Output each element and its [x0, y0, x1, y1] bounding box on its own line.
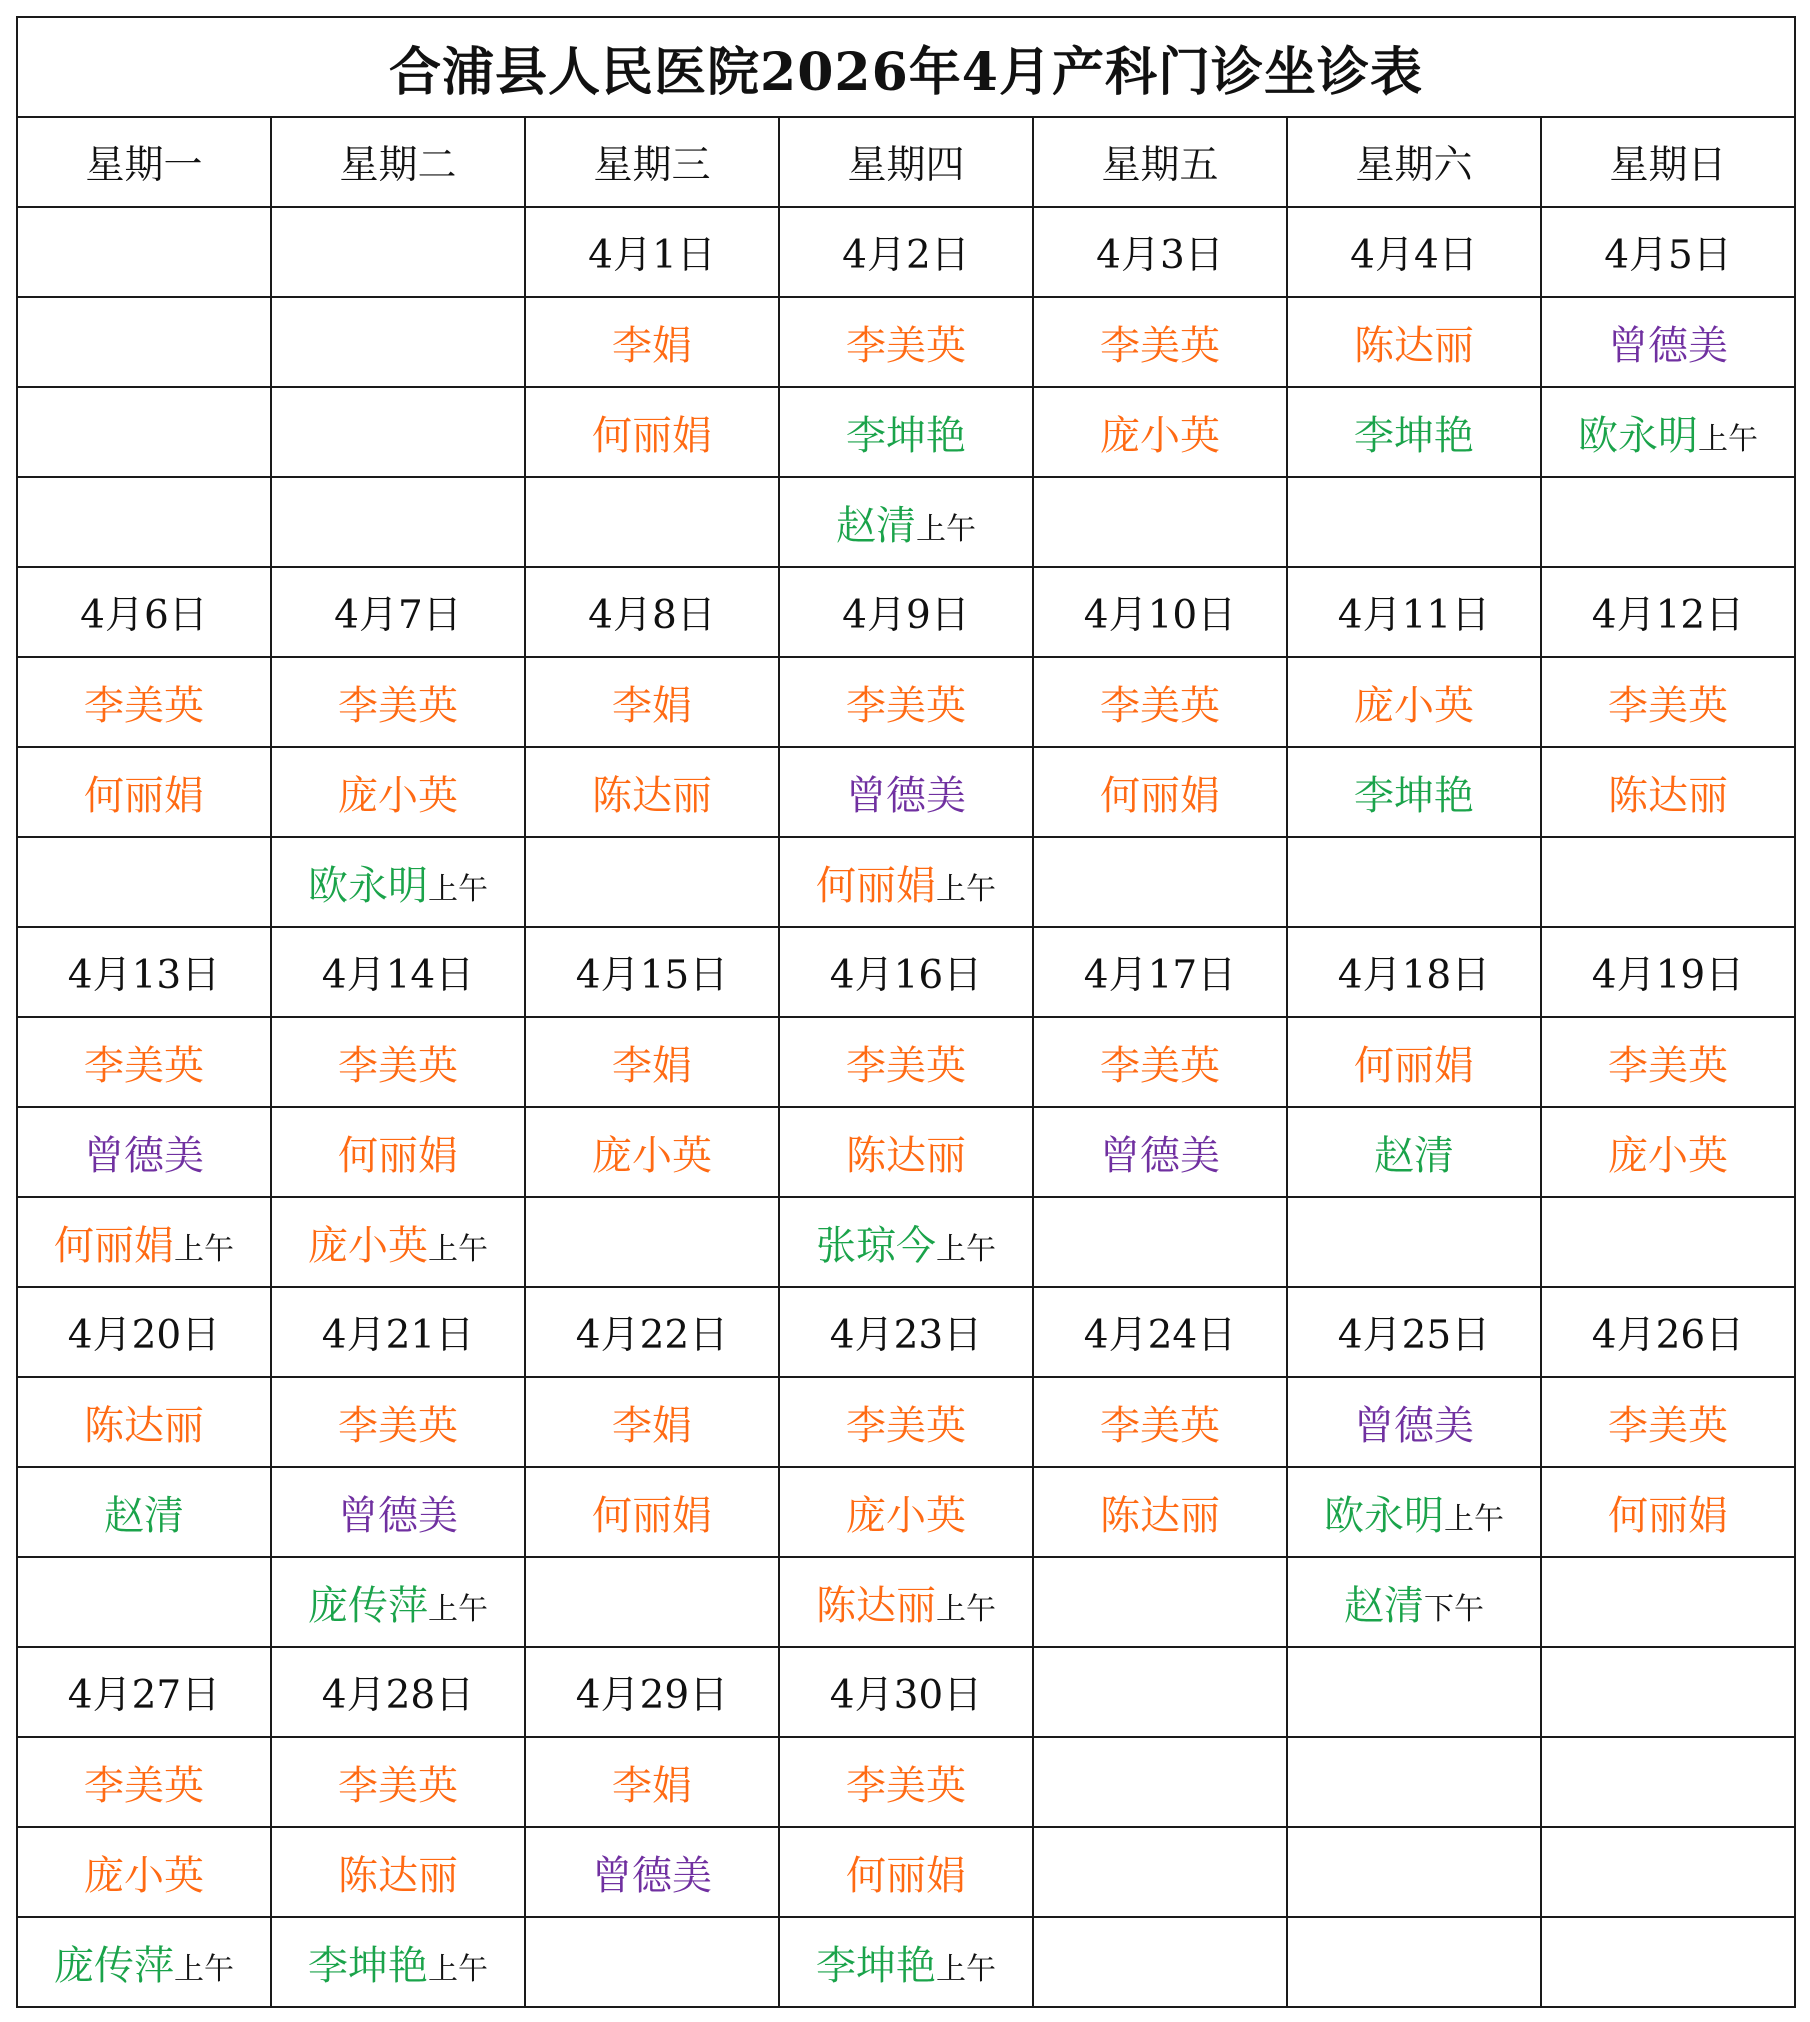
doctor-cell: [525, 1377, 779, 1467]
doctor-name: 李娟: [612, 1762, 692, 1809]
doctor-cell: [1287, 1737, 1541, 1827]
date-cell: 4月22日: [525, 1287, 779, 1377]
doctor-cell: [779, 1107, 1033, 1197]
doctor-cell: [17, 297, 271, 387]
doctor-cell: [779, 747, 1033, 837]
doctor-cell: [779, 1377, 1033, 1467]
doctor-name: 曾德美: [1354, 1402, 1474, 1449]
doctor-cell: [1541, 1467, 1795, 1557]
session-label: 上午: [174, 1231, 234, 1267]
doctor-cell: [1033, 1017, 1287, 1107]
doctor-cell: [1033, 387, 1287, 477]
doctor-cell: [1541, 297, 1795, 387]
doctor-cell: [525, 1197, 779, 1287]
doctor-name: 李美英: [846, 1762, 966, 1809]
date-cell: 4月1日: [525, 207, 779, 297]
date-cell: 4月8日: [525, 567, 779, 657]
doctor-cell: [17, 477, 271, 567]
session-label: 上午: [1698, 421, 1759, 457]
doctor-cell: [779, 477, 1033, 567]
doctor-cell: [779, 297, 1033, 387]
doctor-name: 何丽娟: [1100, 772, 1220, 819]
doctor-cell: [1287, 1377, 1541, 1467]
doctor-slot-row: [17, 657, 1795, 747]
doctor-cell: [1033, 1737, 1287, 1827]
weekday-sunday: 星期日: [1541, 117, 1795, 207]
date-cell: [17, 207, 271, 297]
doctor-cell: [525, 477, 779, 567]
doctor-cell: [271, 1197, 525, 1287]
date-cell: 4月14日: [271, 927, 525, 1017]
doctor-name: 曾德美: [84, 1132, 204, 1179]
date-cell: 4月19日: [1541, 927, 1795, 1017]
doctor-slot-row: [17, 1017, 1795, 1107]
doctor-name: 曾德美: [1608, 322, 1729, 369]
doctor-name: 李美英: [84, 682, 204, 729]
weekday-monday: 星期一: [17, 117, 271, 207]
doctor-cell: [17, 1557, 271, 1647]
doctor-name: 赵清: [1374, 1132, 1454, 1179]
doctor-slot-row: [17, 1467, 1795, 1557]
doctor-cell: [779, 1827, 1033, 1917]
date-row: [17, 207, 1795, 297]
date-cell: 4月20日: [17, 1287, 271, 1377]
doctor-name: 何丽娟: [592, 1492, 712, 1539]
doctor-name: 李美英: [84, 1762, 204, 1809]
doctor-cell: [271, 1467, 525, 1557]
doctor-slot-row: [17, 1197, 1795, 1287]
session-label: 上午: [916, 511, 976, 547]
doctor-name: 庞小英: [592, 1132, 712, 1179]
weekday-tuesday: 星期二: [271, 117, 525, 207]
doctor-name: 何丽娟: [338, 1132, 458, 1179]
date-cell: [1287, 1647, 1541, 1737]
doctor-cell: [17, 1017, 271, 1107]
date-cell: 4月18日: [1287, 927, 1541, 1017]
doctor-cell: [271, 657, 525, 747]
doctor-slot-row: [17, 477, 1795, 567]
doctor-cell: [525, 1917, 779, 2007]
session-label: 下午: [1424, 1591, 1484, 1627]
schedule-table: [16, 16, 1796, 2008]
doctor-name: 李美英: [1608, 682, 1729, 729]
doctor-cell: [525, 837, 779, 927]
doctor-cell: [779, 1557, 1033, 1647]
date-cell: 4月12日: [1541, 567, 1795, 657]
doctor-name: 何丽娟: [816, 862, 936, 909]
session-label: 上午: [936, 1951, 996, 1987]
doctor-cell: [525, 657, 779, 747]
doctor-slot-row: [17, 1917, 1795, 2007]
doctor-cell: [1287, 1017, 1541, 1107]
date-row: [17, 1647, 1795, 1737]
doctor-cell: [1033, 1827, 1287, 1917]
doctor-name: 陈达丽: [1608, 772, 1729, 819]
doctor-slot-row: [17, 747, 1795, 837]
date-row: [17, 567, 1795, 657]
doctor-cell: [525, 297, 779, 387]
doctor-name: 欧永明: [308, 862, 428, 909]
doctor-cell: [17, 657, 271, 747]
doctor-name: 赵清: [836, 502, 916, 549]
doctor-cell: [779, 657, 1033, 747]
doctor-cell: [1541, 1557, 1795, 1647]
doctor-cell: [1287, 1107, 1541, 1197]
session-label: 上午: [428, 1951, 488, 1987]
schedule-body: [17, 17, 1795, 2007]
doctor-name: 何丽娟: [1354, 1042, 1474, 1089]
doctor-cell: [1033, 747, 1287, 837]
date-cell: [1541, 1647, 1795, 1737]
doctor-name: 李娟: [612, 1402, 692, 1449]
doctor-name: 欧永明: [1578, 412, 1699, 459]
date-cell: 4月21日: [271, 1287, 525, 1377]
doctor-slot-row: [17, 387, 1795, 477]
doctor-cell: [1033, 657, 1287, 747]
doctor-cell: [1287, 1197, 1541, 1287]
weekday-saturday: 星期六: [1287, 117, 1541, 207]
doctor-cell: [1033, 1107, 1287, 1197]
doctor-cell: [271, 1107, 525, 1197]
doctor-cell: [17, 1197, 271, 1287]
doctor-cell: [17, 1107, 271, 1197]
doctor-name: 李美英: [846, 322, 966, 369]
session-label: 上午: [174, 1951, 234, 1987]
doctor-cell: [1033, 837, 1287, 927]
doctor-name: 陈达丽: [816, 1582, 936, 1629]
doctor-name: 庞小英: [338, 772, 458, 819]
doctor-name: 李美英: [84, 1042, 204, 1089]
doctor-name: 李美英: [1608, 1402, 1729, 1449]
doctor-name: 陈达丽: [84, 1402, 204, 1449]
doctor-name: 李美英: [1100, 322, 1220, 369]
doctor-cell: [17, 747, 271, 837]
doctor-cell: [1287, 1557, 1541, 1647]
weekday-wednesday: 星期三: [525, 117, 779, 207]
doctor-name: 庞小英: [308, 1222, 428, 1269]
doctor-slot-row: [17, 1377, 1795, 1467]
doctor-name: 李娟: [612, 1042, 692, 1089]
doctor-cell: [1287, 1917, 1541, 2007]
doctor-name: 李坤艳: [308, 1942, 428, 1989]
doctor-cell: [271, 1827, 525, 1917]
doctor-cell: [1033, 1197, 1287, 1287]
doctor-cell: [525, 387, 779, 477]
doctor-cell: [1541, 477, 1795, 567]
weekday-thursday: 星期四: [779, 117, 1033, 207]
doctor-cell: [1033, 477, 1287, 567]
doctor-name: 李坤艳: [816, 1942, 936, 1989]
date-cell: [1033, 1647, 1287, 1737]
doctor-cell: [525, 1017, 779, 1107]
doctor-cell: [17, 387, 271, 477]
doctor-cell: [271, 1377, 525, 1467]
doctor-name: 曾德美: [1100, 1132, 1220, 1179]
doctor-cell: [525, 1467, 779, 1557]
doctor-cell: [779, 1017, 1033, 1107]
doctor-cell: [1541, 1017, 1795, 1107]
date-cell: 4月10日: [1033, 567, 1287, 657]
doctor-name: 李美英: [338, 1402, 458, 1449]
date-cell: 4月16日: [779, 927, 1033, 1017]
date-cell: 4月27日: [17, 1647, 271, 1737]
doctor-name: 李娟: [612, 682, 692, 729]
date-cell: 4月6日: [17, 567, 271, 657]
doctor-cell: [17, 1917, 271, 2007]
date-cell: 4月3日: [1033, 207, 1287, 297]
doctor-cell: [271, 1017, 525, 1107]
date-row: [17, 1287, 1795, 1377]
title-row: [17, 17, 1795, 117]
doctor-cell: [779, 837, 1033, 927]
doctor-cell: [271, 1557, 525, 1647]
doctor-name: 陈达丽: [1354, 322, 1474, 369]
doctor-name: 李坤艳: [1354, 412, 1474, 459]
date-cell: 4月4日: [1287, 207, 1541, 297]
date-cell: 4月11日: [1287, 567, 1541, 657]
doctor-cell: [1541, 1107, 1795, 1197]
date-cell: 4月2日: [779, 207, 1033, 297]
doctor-cell: [1541, 837, 1795, 927]
doctor-cell: [1033, 1377, 1287, 1467]
doctor-name: 曾德美: [338, 1492, 458, 1539]
weekday-header-row: [17, 117, 1795, 207]
doctor-cell: [779, 1917, 1033, 2007]
doctor-cell: [1287, 837, 1541, 927]
doctor-cell: [525, 747, 779, 837]
doctor-cell: [1541, 1917, 1795, 2007]
doctor-cell: [17, 1737, 271, 1827]
doctor-name: 庞小英: [84, 1852, 204, 1899]
doctor-cell: [17, 837, 271, 927]
doctor-name: 何丽娟: [846, 1852, 966, 1899]
doctor-name: 曾德美: [846, 772, 966, 819]
doctor-name: 李美英: [338, 682, 458, 729]
doctor-cell: [1287, 297, 1541, 387]
doctor-name: 庞小英: [1100, 412, 1220, 459]
doctor-name: 陈达丽: [338, 1852, 458, 1899]
doctor-cell: [1541, 1377, 1795, 1467]
session-label: 上午: [428, 1231, 488, 1267]
doctor-cell: [525, 1557, 779, 1647]
doctor-name: 陈达丽: [846, 1132, 966, 1179]
doctor-cell: [1541, 657, 1795, 747]
doctor-name: 欧永明: [1324, 1492, 1444, 1539]
date-cell: 4月5日: [1541, 207, 1795, 297]
doctor-name: 何丽娟: [592, 412, 712, 459]
weekday-friday: 星期五: [1033, 117, 1287, 207]
doctor-slot-row: [17, 1737, 1795, 1827]
doctor-cell: [1287, 387, 1541, 477]
doctor-cell: [271, 297, 525, 387]
doctor-cell: [271, 1737, 525, 1827]
doctor-name: 李美英: [1608, 1042, 1729, 1089]
doctor-cell: [17, 1467, 271, 1557]
doctor-name: 李美英: [846, 1402, 966, 1449]
doctor-cell: [525, 1107, 779, 1197]
session-label: 上午: [936, 1231, 996, 1267]
doctor-cell: [1541, 1737, 1795, 1827]
date-cell: 4月17日: [1033, 927, 1287, 1017]
date-cell: 4月28日: [271, 1647, 525, 1737]
session-label: 上午: [936, 871, 996, 907]
doctor-name: 李美英: [1100, 1042, 1220, 1089]
session-label: 上午: [936, 1591, 996, 1627]
doctor-slot-row: [17, 297, 1795, 387]
doctor-name: 李美英: [338, 1762, 458, 1809]
doctor-cell: [779, 1197, 1033, 1287]
doctor-cell: [1541, 1197, 1795, 1287]
doctor-name: 赵清: [1344, 1582, 1424, 1629]
session-label: 上午: [428, 1591, 488, 1627]
doctor-name: 何丽娟: [84, 772, 204, 819]
doctor-name: 庞小英: [846, 1492, 966, 1539]
doctor-name: 曾德美: [592, 1852, 712, 1899]
doctor-name: 陈达丽: [592, 772, 712, 819]
date-cell: 4月25日: [1287, 1287, 1541, 1377]
doctor-cell: [1033, 1557, 1287, 1647]
doctor-cell: [1287, 477, 1541, 567]
doctor-cell: [1033, 1467, 1287, 1557]
date-cell: 4月23日: [779, 1287, 1033, 1377]
date-cell: [271, 207, 525, 297]
doctor-slot-row: [17, 1557, 1795, 1647]
doctor-cell: [1541, 747, 1795, 837]
doctor-cell: [271, 837, 525, 927]
doctor-cell: [271, 387, 525, 477]
doctor-name: 李坤艳: [1354, 772, 1474, 819]
date-row: [17, 927, 1795, 1017]
session-label: 上午: [1444, 1501, 1504, 1537]
doctor-name: 庞传萍: [54, 1942, 174, 1989]
doctor-name: 李美英: [1100, 1402, 1220, 1449]
doctor-cell: [1541, 1827, 1795, 1917]
session-label: 上午: [428, 871, 488, 907]
date-cell: 4月29日: [525, 1647, 779, 1737]
doctor-slot-row: [17, 837, 1795, 927]
doctor-name: 张琼今: [816, 1222, 936, 1269]
doctor-name: 李美英: [846, 1042, 966, 1089]
doctor-name: 李娟: [612, 322, 692, 369]
page-title: 合浦县人民医院2026年4月产科门诊坐诊表: [17, 17, 1795, 117]
date-cell: 4月15日: [525, 927, 779, 1017]
date-cell: 4月13日: [17, 927, 271, 1017]
doctor-name: 李美英: [338, 1042, 458, 1089]
doctor-name: 庞小英: [1354, 682, 1474, 729]
doctor-name: 庞小英: [1608, 1132, 1729, 1179]
doctor-name: 陈达丽: [1100, 1492, 1220, 1539]
doctor-cell: [17, 1827, 271, 1917]
doctor-cell: [525, 1737, 779, 1827]
doctor-cell: [779, 387, 1033, 477]
doctor-name: 李美英: [1100, 682, 1220, 729]
doctor-slot-row: [17, 1827, 1795, 1917]
doctor-cell: [17, 1377, 271, 1467]
doctor-cell: [779, 1467, 1033, 1557]
doctor-cell: [779, 1737, 1033, 1827]
doctor-name: 庞传萍: [308, 1582, 428, 1629]
doctor-name: 何丽娟: [1608, 1492, 1729, 1539]
doctor-cell: [1287, 1827, 1541, 1917]
doctor-cell: [271, 477, 525, 567]
doctor-name: 赵清: [104, 1492, 184, 1539]
doctor-cell: [1033, 297, 1287, 387]
doctor-name: 李美英: [846, 682, 966, 729]
doctor-cell: [1287, 1467, 1541, 1557]
doctor-cell: [271, 1917, 525, 2007]
date-cell: 4月26日: [1541, 1287, 1795, 1377]
date-cell: 4月30日: [779, 1647, 1033, 1737]
doctor-cell: [1287, 747, 1541, 837]
doctor-cell: [525, 1827, 779, 1917]
date-cell: 4月7日: [271, 567, 525, 657]
doctor-cell: [1033, 1917, 1287, 2007]
doctor-name: 何丽娟: [54, 1222, 174, 1269]
doctor-cell: [1541, 387, 1795, 477]
doctor-cell: [1287, 657, 1541, 747]
date-cell: 4月9日: [779, 567, 1033, 657]
doctor-cell: [271, 747, 525, 837]
doctor-slot-row: [17, 1107, 1795, 1197]
doctor-name: 李坤艳: [846, 412, 966, 459]
date-cell: 4月24日: [1033, 1287, 1287, 1377]
